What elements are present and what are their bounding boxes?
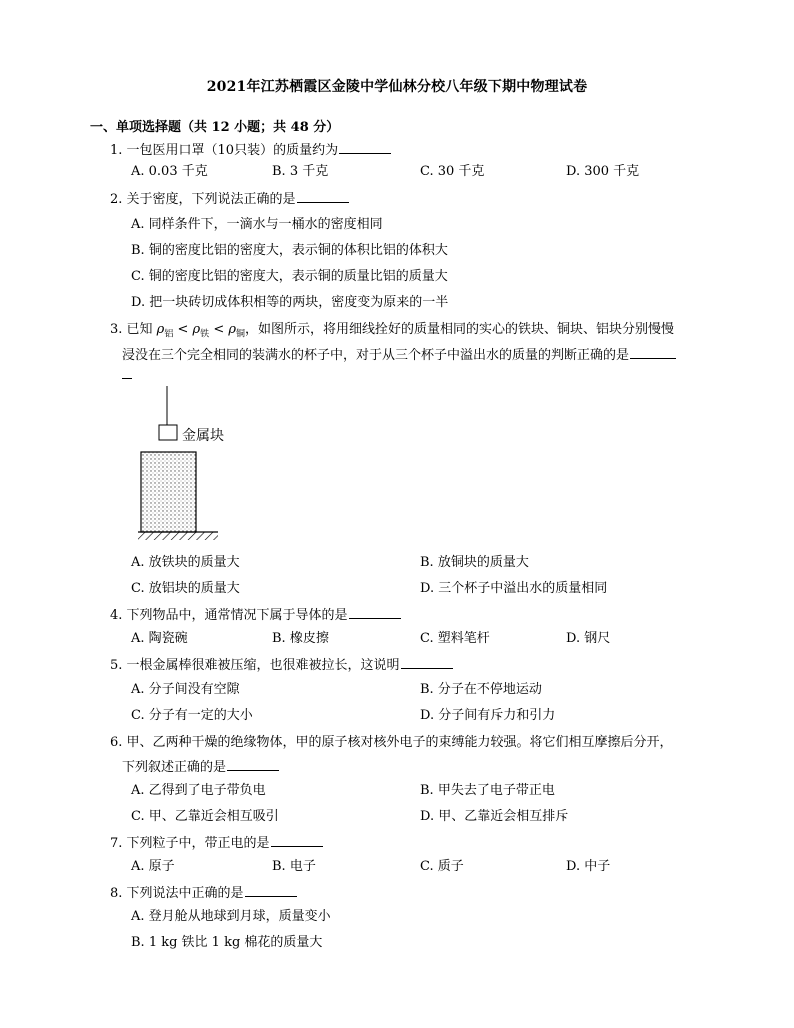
question-4-stem: 4. 下列物品中，通常情况下属于导体的是 <box>110 606 401 625</box>
q5-option-b: B. 分子在不停地运动 <box>420 682 542 697</box>
q8-option-a: A. 登月舱从地球到月球，质量变小 <box>131 909 331 924</box>
q7-option-c: C. 质子 <box>420 859 464 874</box>
q7-option-a: A. 原子 <box>131 859 175 874</box>
answer-blank <box>227 758 279 771</box>
question-5-stem: 5. 一根金属棒很难被压缩，也很难被拉长，这说明 <box>110 656 453 675</box>
q4-option-b: B. 橡皮擦 <box>272 631 329 646</box>
question-2-stem: 2. 关于密度，下列说法正确的是 <box>110 190 349 209</box>
q4-option-d: D. 钢尺 <box>566 631 611 646</box>
q2-option-d: D. 把一块砖切成体积相等的两块，密度变为原来的一半 <box>131 295 449 310</box>
q6-option-a: A. 乙得到了电子带负电 <box>131 783 266 798</box>
section-heading: 一、单项选择题（共 12 小题；共 48 分） <box>90 120 340 135</box>
answer-blank-continued <box>122 378 132 379</box>
question-7-stem: 7. 下列粒子中，带正电的是 <box>110 834 323 853</box>
q8-option-b: B. 1 kg 铁比 1 kg 棉花的质量大 <box>131 935 323 950</box>
metal-block <box>159 425 177 440</box>
question-3-line2: 浸没在三个完全相同的装满水的杯子中，对于从三个杯子中溢出水的质量的判断正确的是 <box>122 346 676 365</box>
q3-option-d: D. 三个杯子中溢出水的质量相同 <box>420 581 608 596</box>
answer-blank <box>339 141 391 154</box>
page-title: 2021年江苏栖霞区金陵中学仙林分校八年级下期中物理试卷 <box>206 79 588 95</box>
q2-option-a: A. 同样条件下，一滴水与一桶水的密度相同 <box>131 217 383 232</box>
q2-option-b: B. 铜的密度比铝的密度大，表示铜的体积比铝的体积大 <box>131 243 448 258</box>
answer-blank <box>297 190 349 203</box>
answer-blank <box>401 656 453 669</box>
q3-option-b: B. 放铜块的质量大 <box>420 555 529 570</box>
figure-label-metal-block: 金属块 <box>182 428 224 444</box>
q4-option-c: C. 塑料笔杆 <box>420 631 490 646</box>
q5-option-c: C. 分子有一定的大小 <box>131 708 253 723</box>
table-surface <box>138 532 218 540</box>
q6-option-c: C. 甲、乙靠近会相互吸引 <box>131 809 279 824</box>
q5-option-d: D. 分子间有斥力和引力 <box>420 708 556 723</box>
answer-blank <box>245 884 297 897</box>
q4-option-a: A. 陶瓷碗 <box>131 631 188 646</box>
answer-blank <box>630 346 676 359</box>
q5-option-a: A. 分子间没有空隙 <box>131 682 240 697</box>
q6-option-b: B. 甲失去了电子带正电 <box>420 783 555 798</box>
q1-option-c: C. 30 千克 <box>420 164 485 179</box>
q1-option-b: B. 3 千克 <box>272 164 329 179</box>
q6-option-d: D. 甲、乙靠近会相互排斥 <box>420 809 569 824</box>
q3-option-c: C. 放铝块的质量大 <box>131 581 240 596</box>
q2-option-c: C. 铜的密度比铝的密度大，表示铜的质量比铝的质量大 <box>131 269 448 284</box>
answer-blank <box>271 834 323 847</box>
q1-option-d: D. 300 千克 <box>566 164 640 179</box>
question-6-stem: 6. 甲、乙两种干燥的绝缘物体，甲的原子核对核外电子的束缚能力较强。将它们相互摩擦后分开， <box>110 735 673 750</box>
answer-blank <box>349 606 401 619</box>
question-6-line2: 下列叙述正确的是 <box>122 758 279 777</box>
question-8-stem: 8. 下列说法中正确的是 <box>110 884 297 903</box>
cup-with-water <box>141 452 196 532</box>
beaker-figure <box>138 386 228 548</box>
q1-option-a: A. 0.03 千克 <box>131 164 208 179</box>
q7-option-d: D. 中子 <box>566 859 611 874</box>
question-1-stem: 1. 一包医用口罩（10只装）的质量约为 <box>110 141 391 160</box>
question-3-stem: 3. 已知 $\rho_铝 < \rho_铁 < \rho_铜$，如图所示，将用细线拴好的质量相同的实心的铁块、铜块、铝块分别慢慢 <box>110 322 675 340</box>
q3-option-a: A. 放铁块的质量大 <box>131 555 240 570</box>
q7-option-b: B. 电子 <box>272 859 316 874</box>
